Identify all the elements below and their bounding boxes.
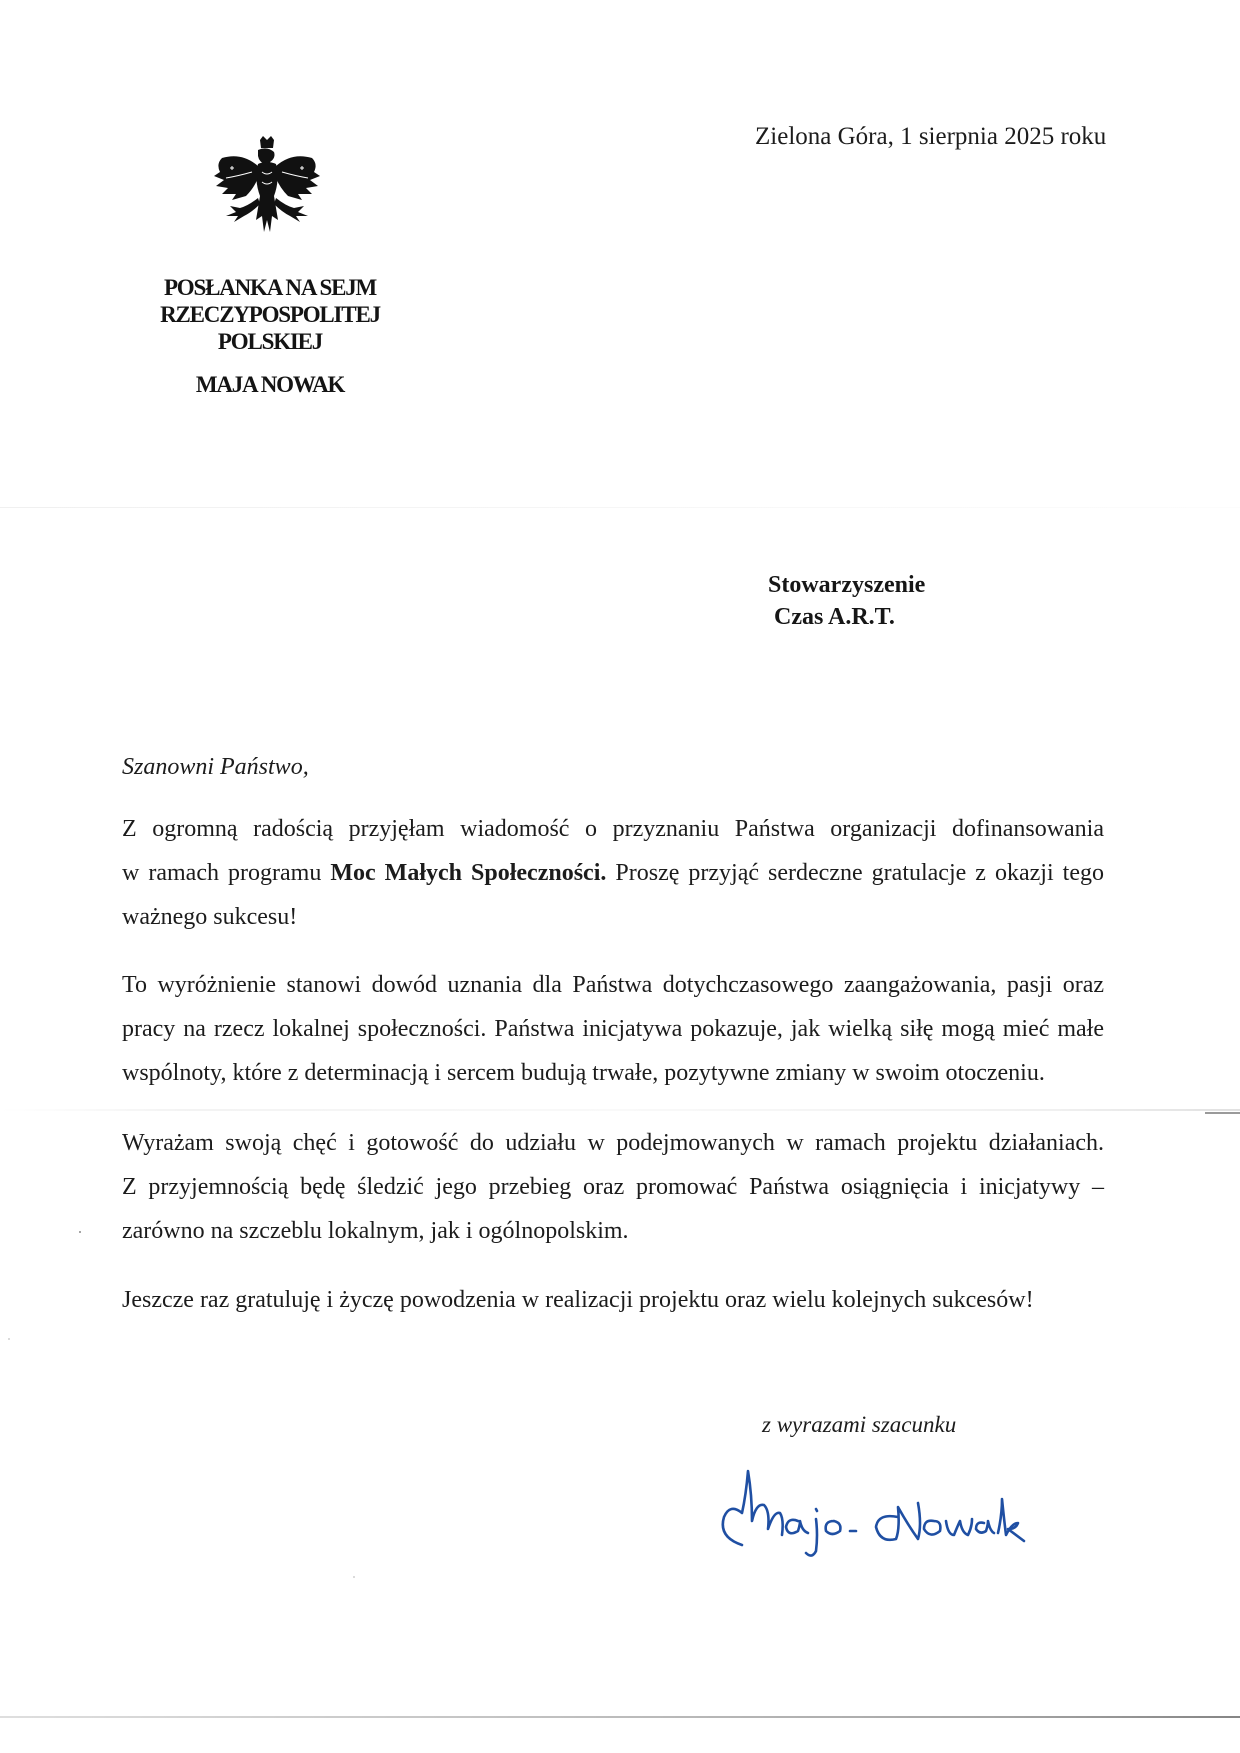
paper-fold-mark	[1205, 1112, 1240, 1114]
signature-stroke	[816, 1509, 817, 1511]
signature-stroke	[826, 1521, 841, 1534]
scan-speck	[8, 1338, 10, 1340]
signature-stroke	[786, 1520, 808, 1533]
paragraph-line	[122, 851, 1104, 895]
signature-stroke	[946, 1519, 972, 1535]
sender-name: MAJA NOWAK	[195, 372, 345, 397]
paragraph-congratulations	[122, 807, 1104, 939]
paragraph-line: Jeszcze raz gratuluję i życzę powodzenia w realizacji projektu oraz wielu kolejnych sukcesów!	[122, 1287, 1034, 1313]
paper-fold-line	[0, 1716, 1240, 1718]
paragraph-closing-wishes	[122, 1278, 1104, 1322]
sender-title-line: POSŁANKA NA SEJM	[163, 275, 377, 300]
sender-title-line: POLSKIEJ	[217, 329, 323, 354]
program-name: Moc Małych Społeczności.	[330, 860, 607, 886]
sender-block	[140, 274, 400, 398]
place-and-date: Zielona Góra, 1 sierpnia 2025 roku	[755, 123, 1107, 150]
polish-eagle-emblem-icon	[212, 136, 322, 248]
recipient-block	[768, 569, 925, 633]
signature-stroke	[924, 1521, 940, 1535]
salutation: Szanowni Państwo,	[122, 754, 309, 780]
paragraph-line: Z przyjemnością będę śledzić jego przebieg oraz promować Państwa osiągnięcia i inicjatywy –	[122, 1174, 1104, 1200]
signature-stroke	[876, 1503, 920, 1540]
signature-stroke	[998, 1499, 1024, 1541]
text-run: Proszę przyjąć serdeczne gratulacje z okazji tego	[606, 860, 1104, 886]
text-run: w ramach programu	[122, 860, 331, 886]
signature-stroke	[806, 1519, 817, 1556]
paragraph-line: Z ogromną radością przyjęłam wiadomość o przyznaniu Państwa organizacji dofinansowania	[122, 816, 1104, 842]
signature-stroke	[723, 1471, 783, 1545]
closing-phrase: z wyrazami szacunku	[762, 1412, 957, 1437]
scan-speck	[353, 1576, 355, 1578]
paragraph-recognition	[122, 963, 1104, 1095]
paragraph-line: To wyróżnienie stanowi dowód uznania dla Państwa dotychczasowego zaangażowania, pasji oraz	[122, 972, 1104, 998]
signature-stroke	[976, 1521, 994, 1533]
scan-speck	[79, 1231, 81, 1233]
paragraph-line: ważnego sukcesu!	[122, 904, 298, 930]
paragraph-line: pracy na rzecz lokalnej społeczności. Państwa inicjatywa pokazuje, jak wielką siłę mogą mieć małe	[122, 1016, 1104, 1042]
paragraph-line: zarówno na szczeblu lokalnym, jak i ogólnopolskim.	[122, 1218, 629, 1244]
paragraph-support	[122, 1121, 1104, 1253]
handwritten-signature	[712, 1455, 1032, 1565]
recipient-line: Czas A.R.T.	[774, 604, 895, 630]
paper-fold-line	[0, 1109, 1240, 1111]
paper-fold-line	[0, 507, 1240, 508]
paragraph-line: wspólnoty, które z determinacją i sercem budują trwałe, pozytywne zmiany w swoim otoczeniu.	[122, 1060, 1045, 1086]
recipient-line: Stowarzyszenie	[768, 572, 926, 598]
paragraph-line: Wyrażam swoją chęć i gotowość do udziału w podejmowanych w ramach projektu działaniach.	[122, 1130, 1104, 1156]
sender-title-line: RZECZYPOSPOLITEJ	[160, 302, 380, 327]
